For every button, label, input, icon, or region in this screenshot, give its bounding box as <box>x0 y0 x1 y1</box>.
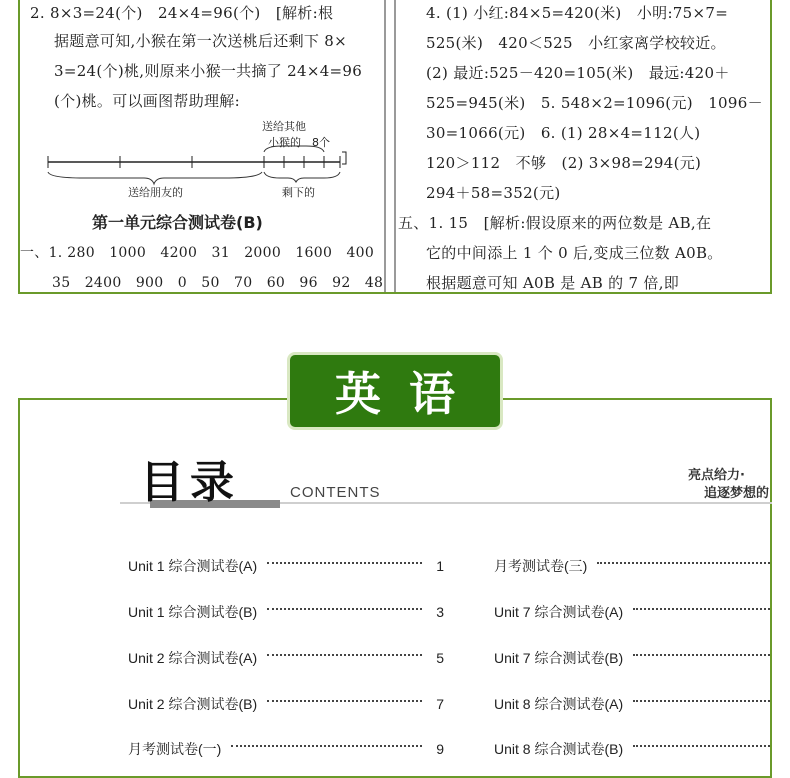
slogan-line-1: 亮点给力· <box>688 468 745 483</box>
leader-dots <box>597 562 770 564</box>
toc-entry-label: Unit 7 综合测试卷(B) <box>494 650 624 666</box>
leader-dots <box>267 654 422 656</box>
toc-entry[interactable] <box>128 739 444 759</box>
toc-entry-label: Unit 2 综合测试卷(A) <box>128 650 258 666</box>
column-divider-right <box>394 0 396 292</box>
toc-entry-page: 1 <box>436 558 444 574</box>
answer-line: 294＋58=352(元) <box>426 184 561 202</box>
answer-line: 根据题意可知 A0B 是 AB 的 7 倍,即 <box>426 274 680 292</box>
section-title: 第一单元综合测试卷(B) <box>92 213 263 232</box>
toc-entry[interactable] <box>494 648 770 668</box>
answer-line: 它的中间添上 1 个 0 后,变成三位数 A0B。 <box>426 244 723 262</box>
answer-line: 525=945(米) 5. 548×2=1096(元) 1096－ <box>426 94 763 112</box>
toc-entry-label: Unit 1 综合测试卷(A) <box>128 558 258 574</box>
toc-entry-label: Unit 8 综合测试卷(A) <box>494 696 624 712</box>
column-divider-left <box>384 0 386 292</box>
toc-entry-label: Unit 1 综合测试卷(B) <box>128 604 258 620</box>
answer-line: 一、1. 280 1000 4200 31 2000 1600 400 <box>20 245 375 261</box>
leader-dots <box>231 745 422 747</box>
answer-line: (2) 最近:525－420=105(米) 最远:420＋ <box>426 64 730 82</box>
answer-line: 525(米) 420＜525 小红家离学校较近。 <box>426 34 726 52</box>
answer-line: 据题意可知,小猴在第一次送桃后还剩下 8× <box>54 32 347 50</box>
toc-entry-label: Unit 8 综合测试卷(B) <box>494 741 624 757</box>
diagram-label-remaining: 剩下的 <box>282 186 315 199</box>
toc-entry[interactable] <box>494 602 770 622</box>
toc-entry-page: 5 <box>436 650 444 666</box>
leader-dots <box>633 745 770 747</box>
toc-entry[interactable] <box>128 648 444 668</box>
toc-entry[interactable] <box>128 556 444 576</box>
answer-line: 120＞112 不够 (2) 3×98=294(元) <box>426 154 702 172</box>
diagram-label-friends: 送给朋友的 <box>128 186 183 199</box>
toc-entry-page: 3 <box>436 604 444 620</box>
toc-entry[interactable] <box>128 694 444 714</box>
toc-entry[interactable] <box>128 602 444 622</box>
answer-line: 35 2400 900 0 50 70 60 96 92 48 <box>52 275 384 291</box>
diagram-label-top-1: 送给其他 <box>262 120 306 133</box>
slogan-line-2: 追逐梦想的 <box>704 486 770 501</box>
leader-dots <box>267 562 422 564</box>
answer-line: 五、1. 15 [解析:假设原来的两位数是 AB,在 <box>398 214 712 232</box>
answer-line: 30=1066(元) 6. (1) 28×4=112(人) <box>426 124 701 142</box>
toc-entry[interactable] <box>494 694 770 714</box>
leader-dots <box>633 654 770 656</box>
toc-entry-page: 9 <box>436 741 444 757</box>
leader-dots <box>267 608 422 610</box>
answer-line: (个)桃。可以画图帮助理解: <box>54 92 240 110</box>
leader-dots <box>633 608 770 610</box>
toc-entry-label: Unit 2 综合测试卷(B) <box>128 696 258 712</box>
toc-entry-label: Unit 7 综合测试卷(A) <box>494 604 624 620</box>
answer-line: 3=24(个)桃,则原来小猴一共摘了 24×4=96 <box>54 62 363 80</box>
toc-entry-label: 月考测试卷(三) <box>494 558 588 574</box>
toc-title: 目录 <box>140 457 240 508</box>
toc-entry-label: 月考测试卷(一) <box>128 741 222 757</box>
leader-dots <box>633 700 770 702</box>
leader-dots <box>267 700 422 702</box>
subject-badge: 英语 <box>287 352 503 430</box>
answer-line: 2. 8×3=24(个) 24×4=96(个) [解析:根 <box>30 4 334 22</box>
toc-entry[interactable] <box>494 556 770 576</box>
toc-subtitle: CONTENTS <box>290 484 381 501</box>
toc-entry[interactable] <box>494 739 770 759</box>
english-toc-page <box>18 398 772 778</box>
answer-line: 4. (1) 小红:84×5=420(米) 小明:75×7= <box>426 4 729 22</box>
toc-entry-page: 7 <box>436 696 444 712</box>
diagram-label-top-2: 小猴的 8个 <box>268 136 330 149</box>
